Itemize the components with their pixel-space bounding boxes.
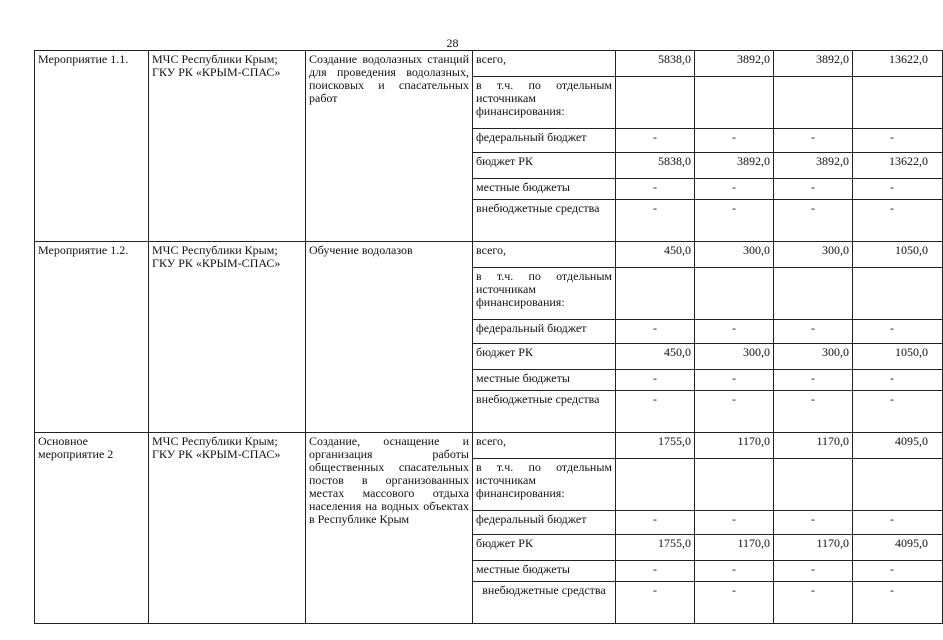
amount-cell: 1050,0 [853, 242, 943, 268]
amount-cell: 300,0 [774, 344, 853, 370]
amount-cell: - [774, 511, 853, 535]
amount-cell: 1170,0 [695, 535, 774, 561]
description-cell: Создание водолазных станций для проведения водолазных, поисковых и спасательных работ [306, 51, 473, 242]
amount-cell [853, 77, 943, 129]
funding-source-label: в т.ч. по отдельным источникам финансирования: [473, 268, 616, 320]
amount-cell: 1170,0 [774, 535, 853, 561]
amount-cell: - [853, 391, 943, 433]
event-cell: Мероприятие 1.1. [35, 51, 149, 242]
amount-cell [616, 77, 695, 129]
funding-source-label: внебюджетные средства [473, 582, 616, 624]
amount-cell [616, 268, 695, 320]
table-row [35, 433, 943, 459]
amount-cell [774, 268, 853, 320]
amount-cell: - [695, 391, 774, 433]
amount-cell: 1755,0 [616, 535, 695, 561]
amount-cell [774, 459, 853, 511]
amount-cell: 13622,0 [853, 153, 943, 179]
executor-cell: МЧС Республики Крым; ГКУ РК «КРЫМ-СПАС» [149, 433, 306, 624]
amount-cell: - [616, 129, 695, 153]
funding-table [34, 50, 943, 624]
funding-source-label: всего, [473, 433, 616, 459]
funding-source-label: всего, [473, 242, 616, 268]
amount-cell: - [853, 582, 943, 624]
funding-source-label: в т.ч. по отдельным источникам финансирования: [473, 77, 616, 129]
amount-cell: 3892,0 [774, 51, 853, 77]
amount-cell: - [616, 582, 695, 624]
description-cell: Обучение водолазов [306, 242, 473, 433]
event-cell: Основное мероприятие 2 [35, 433, 149, 624]
amount-cell: - [616, 561, 695, 582]
amount-cell: 300,0 [774, 242, 853, 268]
funding-source-label: федеральный бюджет [473, 320, 616, 344]
amount-cell: - [616, 179, 695, 200]
amount-cell: - [853, 561, 943, 582]
funding-source-label: местные бюджеты [473, 561, 616, 582]
amount-cell: - [695, 370, 774, 391]
funding-source-label: бюджет РК [473, 153, 616, 179]
amount-cell: - [774, 582, 853, 624]
amount-cell: - [695, 320, 774, 344]
amount-cell: 450,0 [616, 242, 695, 268]
amount-cell: - [774, 179, 853, 200]
funding-source-label: бюджет РК [473, 535, 616, 561]
amount-cell: - [853, 129, 943, 153]
amount-cell: - [695, 129, 774, 153]
executor-cell: МЧС Республики Крым; ГКУ РК «КРЫМ-СПАС» [149, 242, 306, 433]
amount-cell: 450,0 [616, 344, 695, 370]
amount-cell [695, 459, 774, 511]
amount-cell: - [853, 511, 943, 535]
amount-cell: 3892,0 [774, 153, 853, 179]
amount-cell: 1050,0 [853, 344, 943, 370]
funding-source-label: внебюджетные средства [473, 391, 616, 433]
funding-source-label: федеральный бюджет [473, 129, 616, 153]
amount-cell: - [616, 370, 695, 391]
amount-cell: - [853, 320, 943, 344]
amount-cell: 5838,0 [616, 51, 695, 77]
amount-cell: - [774, 391, 853, 433]
funding-source-label: федеральный бюджет [473, 511, 616, 535]
description-cell: Создание, оснащение и организация работы общественных спасательных постов в организованных местах массового отдыха населения на водных объектах в Республике Крым [306, 433, 473, 624]
funding-source-label: местные бюджеты [473, 370, 616, 391]
amount-cell: 300,0 [695, 242, 774, 268]
table-row [35, 242, 943, 268]
amount-cell: 3892,0 [695, 153, 774, 179]
funding-source-label: внебюджетные средства [473, 200, 616, 242]
amount-cell [774, 77, 853, 129]
amount-cell: 5838,0 [616, 153, 695, 179]
funding-source-label: всего, [473, 51, 616, 77]
amount-cell: - [695, 200, 774, 242]
page-number: 28 [446, 36, 459, 50]
amount-cell: - [853, 370, 943, 391]
amount-cell: - [616, 320, 695, 344]
amount-cell: 1170,0 [774, 433, 853, 459]
amount-cell: - [616, 200, 695, 242]
amount-cell [695, 77, 774, 129]
amount-cell: 4095,0 [853, 535, 943, 561]
amount-cell: - [695, 511, 774, 535]
amount-cell [853, 459, 943, 511]
amount-cell: 3892,0 [695, 51, 774, 77]
amount-cell: 13622,0 [853, 51, 943, 77]
table-row [35, 51, 943, 77]
amount-cell: - [616, 511, 695, 535]
amount-cell: - [774, 561, 853, 582]
funding-source-label: местные бюджеты [473, 179, 616, 200]
event-cell: Мероприятие 1.2. [35, 242, 149, 433]
amount-cell [695, 268, 774, 320]
amount-cell: - [695, 179, 774, 200]
amount-cell [853, 268, 943, 320]
amount-cell: 4095,0 [853, 433, 943, 459]
amount-cell: - [853, 179, 943, 200]
amount-cell: - [616, 391, 695, 433]
amount-cell: - [774, 200, 853, 242]
funding-source-label: в т.ч. по отдельным источникам финансирования: [473, 459, 616, 511]
amount-cell [616, 459, 695, 511]
amount-cell: - [774, 320, 853, 344]
funding-source-label: бюджет РК [473, 344, 616, 370]
amount-cell: - [695, 582, 774, 624]
amount-cell: 1170,0 [695, 433, 774, 459]
amount-cell: - [774, 370, 853, 391]
amount-cell: - [853, 200, 943, 242]
amount-cell: 1755,0 [616, 433, 695, 459]
executor-cell: МЧС Республики Крым; ГКУ РК «КРЫМ-СПАС» [149, 51, 306, 242]
amount-cell: - [774, 129, 853, 153]
amount-cell: 300,0 [695, 344, 774, 370]
amount-cell: - [695, 561, 774, 582]
